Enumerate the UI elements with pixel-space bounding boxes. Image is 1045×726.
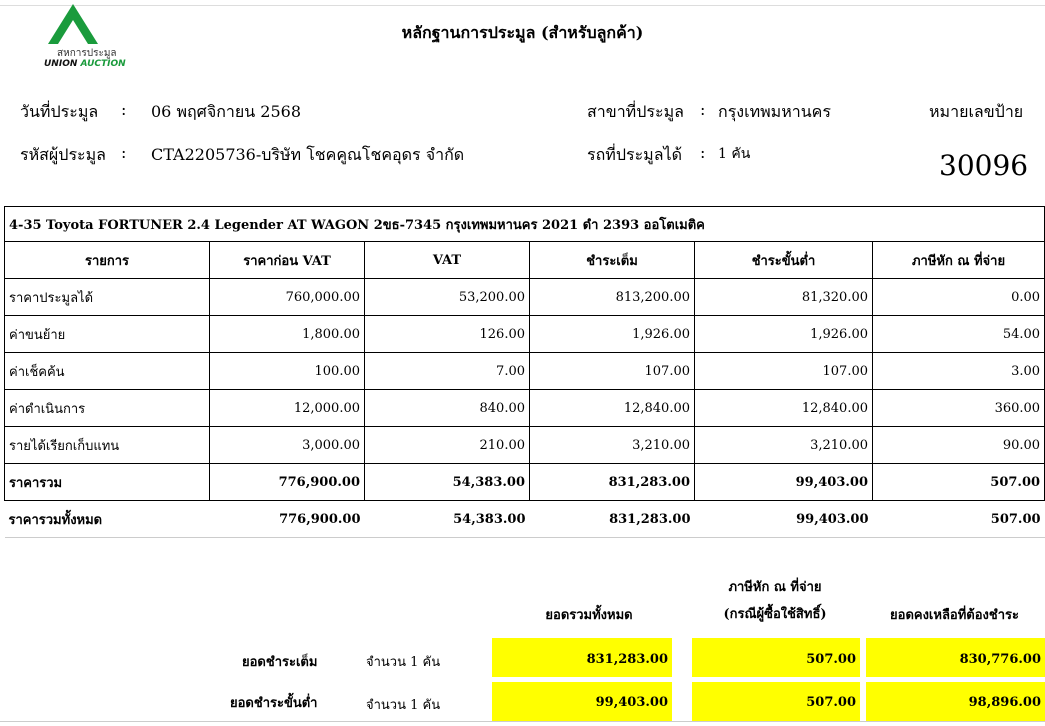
- branch-label: สาขาที่ประมูล: [587, 102, 684, 121]
- table-row: [5, 279, 1045, 316]
- plate-number: 30096: [939, 149, 1029, 182]
- vehicle-description: 4-35 Toyota FORTUNER 2.4 Legender AT WAGON 2ขธ-7345 กรุงเทพมหานคร 2021 ดำ 2393 ออโตเมติค: [5, 207, 1045, 242]
- full-balance-cell: 830,776.00: [866, 638, 1045, 677]
- row-item: รายได้เรียกเก็บแทน: [5, 427, 210, 464]
- row-item: ค่าดำเนินการ: [5, 390, 210, 427]
- min-wht-cell: 507.00: [692, 682, 860, 721]
- subtotal-row: [5, 464, 1045, 501]
- page-title: หลักฐานการประมูล (สำหรับลูกค้า): [401, 23, 644, 42]
- summary-header-wht: ภาษีหัก ณ ที่จ่าย (กรณีผู้ซื้อใช้สิทธิ์): [723, 580, 827, 622]
- row-wht: 3.00: [873, 353, 1045, 390]
- table-row: [5, 353, 1045, 390]
- grand-item: ราคารวมทั้งหมด: [5, 501, 210, 538]
- min-payment-qty: จำนวน 1 คัน: [366, 698, 441, 713]
- min-payment-label: ยอดชำระขั้นต่ำ: [230, 696, 318, 711]
- table-row: [5, 390, 1045, 427]
- row-vat: 53,200.00: [365, 279, 530, 316]
- row-wht: 0.00: [873, 279, 1045, 316]
- full-payment-label: ยอดชำระเต็ม: [242, 655, 318, 670]
- colon: :: [121, 143, 127, 162]
- min-total-cell: 99,403.00: [492, 682, 672, 721]
- subtotal-wht: 507.00: [873, 464, 1045, 501]
- full-wht-cell: 507.00: [692, 638, 860, 677]
- full-payment-qty: จำนวน 1 คัน: [366, 655, 441, 670]
- colon: :: [700, 100, 706, 119]
- subtotal-vat: 54,383.00: [365, 464, 530, 501]
- bidder-label: รหัสผู้ประมูล: [20, 145, 106, 164]
- auction-date-label: วันที่ประมูล: [20, 102, 99, 121]
- header-full-payment: ชำระเต็ม: [530, 242, 695, 279]
- header-vat: VAT: [365, 242, 530, 279]
- cars-won-value: 1 คัน: [718, 146, 751, 162]
- branch-value: กรุงเทพมหานคร: [718, 102, 831, 121]
- row-pre-vat: 1,800.00: [210, 316, 365, 353]
- table-row: [5, 427, 1045, 464]
- row-pre-vat: 100.00: [210, 353, 365, 390]
- row-pre-vat: 12,000.00: [210, 390, 365, 427]
- row-vat: 840.00: [365, 390, 530, 427]
- full-total-cell: 831,283.00: [492, 638, 672, 677]
- table-header: [5, 242, 1045, 279]
- colon: :: [121, 100, 127, 119]
- plate-label: หมายเลขป้าย: [929, 102, 1024, 121]
- grand-pre-vat: 776,900.00: [210, 501, 365, 538]
- grand-min: 99,403.00: [695, 501, 873, 538]
- row-min: 81,320.00: [695, 279, 873, 316]
- row-full: 3,210.00: [530, 427, 695, 464]
- header-withholding-tax: ภาษีหัก ณ ที่จ่าย: [873, 242, 1045, 279]
- row-min: 12,840.00: [695, 390, 873, 427]
- subtotal-full: 831,283.00: [530, 464, 695, 501]
- grand-full: 831,283.00: [530, 501, 695, 538]
- grand-vat: 54,383.00: [365, 501, 530, 538]
- vehicle-row: [5, 207, 1045, 242]
- row-full: 12,840.00: [530, 390, 695, 427]
- row-vat: 7.00: [365, 353, 530, 390]
- cars-won-label: รถที่ประมูลได้: [587, 145, 682, 164]
- row-min: 107.00: [695, 353, 873, 390]
- row-wht: 360.00: [873, 390, 1045, 427]
- row-pre-vat: 760,000.00: [210, 279, 365, 316]
- cost-table: [4, 206, 1045, 538]
- row-pre-vat: 3,000.00: [210, 427, 365, 464]
- row-min: 3,210.00: [695, 427, 873, 464]
- grand-wht: 507.00: [873, 501, 1045, 538]
- grand-total-row: [5, 501, 1045, 538]
- row-wht: 90.00: [873, 427, 1045, 464]
- auction-date-value: 06 พฤศจิกายน 2568: [151, 102, 301, 121]
- colon: :: [700, 143, 706, 162]
- bottom-divider: [0, 721, 1045, 722]
- row-vat: 210.00: [365, 427, 530, 464]
- logo-thai-text: สหการประมูล: [57, 48, 117, 59]
- header-pre-vat: ราคาก่อน VAT: [210, 242, 365, 279]
- logo-english-text: UNION AUCTION: [44, 59, 126, 69]
- row-min: 1,926.00: [695, 316, 873, 353]
- row-item: ค่าเช็คค้น: [5, 353, 210, 390]
- top-divider: [0, 5, 1045, 6]
- header-item: รายการ: [5, 242, 210, 279]
- subtotal-min: 99,403.00: [695, 464, 873, 501]
- row-full: 1,926.00: [530, 316, 695, 353]
- min-balance-cell: 98,896.00: [866, 682, 1045, 721]
- header-min-payment: ชำระขั้นต่ำ: [695, 242, 873, 279]
- summary-header-balance: ยอดคงเหลือที่ต้องชำระ: [890, 608, 1019, 623]
- table-row: [5, 316, 1045, 353]
- subtotal-item: ราคารวม: [5, 464, 210, 501]
- subtotal-pre-vat: 776,900.00: [210, 464, 365, 501]
- row-wht: 54.00: [873, 316, 1045, 353]
- bidder-value: CTA2205736-บริษัท โชคคูณโชคอุดร จำกัด: [151, 145, 465, 164]
- row-full: 107.00: [530, 353, 695, 390]
- row-item: ราคาประมูลได้: [5, 279, 210, 316]
- row-vat: 126.00: [365, 316, 530, 353]
- row-full: 813,200.00: [530, 279, 695, 316]
- summary-header-total: ยอดรวมทั้งหมด: [545, 608, 633, 623]
- row-item: ค่าขนย้าย: [5, 316, 210, 353]
